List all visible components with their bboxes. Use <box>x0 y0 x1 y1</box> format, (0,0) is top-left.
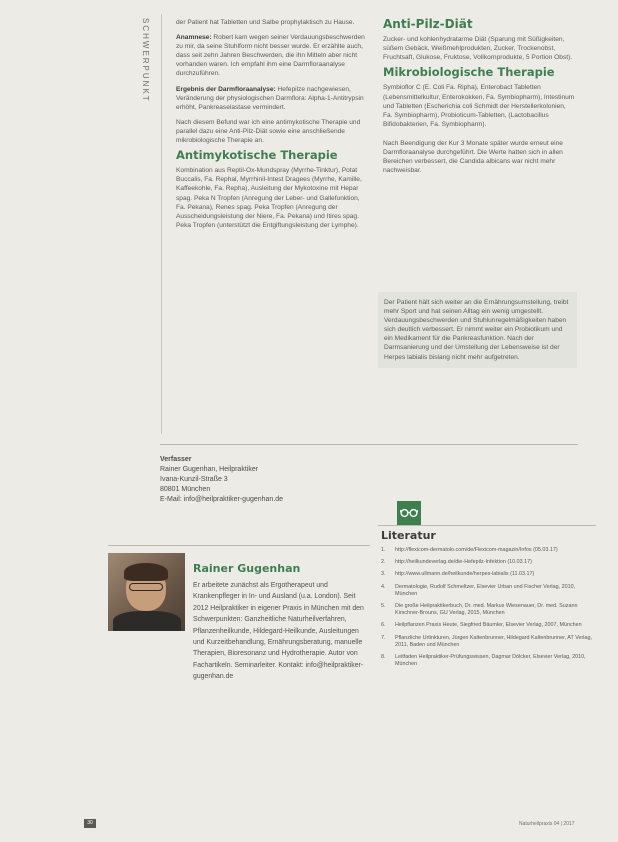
anamnese-text: Robert kam wegen seiner Verdauungsbeschwerden zu mir, da seine Stuhlform nicht besser wurde. Er erzählte auch, dass seit zehn Jahren Beschwerden, die ihn Mitteln aber nicht vorhanden waren. Ich empfahl ihm eine Darmfloraanalyse durchzuführen. <box>176 34 365 78</box>
author-name: Rainer Gugenhan, Heilpraktiker <box>160 466 259 473</box>
right-column <box>383 18 577 181</box>
literature-item-text: Dermatologie, Rudolf Schmeltzer, Elsevier Urban und Fischer Verlag, 2010, München <box>395 583 576 597</box>
literature-item-text: Heilpflanzen Praxis Heute, Siegfried Bäumler, Elsevier Verlag, 2007, München <box>395 622 582 629</box>
paragraph: Kombination aus Reptil-Ox-Mundspray (Myrrhe-Tinktur), Potat Buccalis, Fa. Rephal, Myrrhinil-Intest Dragees (Myrrhe, Kamille, Kaffeekohle, Fa. Repha), Ausleitung der Mykotoxine mit Hepar spag. Peka N Tropfen (Anregung der Leber- und Gallefunktion, Fa. Pekana), Renes spag. Peka Tropfen (Anregung der Ausscheidungsleistung der Niere, Fa. Pekana) und Itires spag. Peka Tropfen (unterstützt die Entgiftungsleistung der Lymphe). <box>176 167 362 229</box>
literature-item <box>381 622 597 629</box>
page-number: 30 <box>84 819 96 828</box>
paragraph: der Patient hat Tabletten und Salbe prophylaktisch zu Hause. <box>176 19 355 26</box>
profile-name: Rainer Gugenhan <box>193 562 301 575</box>
literature-list <box>381 547 597 673</box>
literature-item-text: http://heilkundeverlag.de/die-Hefepilz-Infektion (10.03.17) <box>395 559 532 566</box>
literature-item <box>381 635 597 649</box>
literature-item-text: Leitfaden Heilpraktiker-Prüfungswissen, Dagmar Dölcker, Elsevier Verlag, 2010, München <box>395 654 586 668</box>
literature-item-number: 7. <box>381 634 386 641</box>
paragraph: Nach diesem Befund war ich eine antimykotische Therapie und parallel dazu eine Anti-Pilz-Diät sowie eine anschließende mikrobiologische Therapie an. <box>176 118 361 145</box>
paragraph: Nach Beendigung der Kur 3 Monate später wurde erneut eine Darmfloraanalyse durchgeführt. Die Werte hatten sich in allen Bereichen verbessert, die Candida albicans war nicht mehr nachweisbar. <box>383 139 563 175</box>
literature-item-number: 5. <box>381 603 386 610</box>
anamnese-paragraph <box>176 33 368 78</box>
literature-item <box>381 547 597 554</box>
journal-footer: Naturheilpraxis 04 | 2017 <box>519 821 575 827</box>
summary-box <box>378 292 577 368</box>
literature-item-number: 2. <box>381 559 386 566</box>
profile-text: Er arbeitete zunächst als Ergotherapeut und Krankenpfleger in In- und Ausland (u.a. London). Seit 2012 Heilpraktiker in eigener Praxis in München mit den Schwerpunkten: Ganzheitliche Naturheilverfahren, Pflanzenheilkunde, Hildegard-Heilkunde, Ausleitungen und Kurzeitbehandlung, Ernährungsberatung, manuelle Therapien, Bioresonanz und Hydrotherapie. Autor von Fachartikeln. Seminarleiter. Kontakt: info@heilpraktiker-gugenhan.de <box>193 582 364 681</box>
anamnese-label: Anamnese: <box>176 34 212 42</box>
literature-item-number: 8. <box>381 654 386 661</box>
author-email: E-Mail: info@heilpraktiker-gugenhan.de <box>160 496 284 503</box>
ergebnis-text: Hefepilze nachgewiesen, Veränderung der physiologischen Darmflora: Alpha-1-Antitrypsin erhöht, Pankreaselastase vermindert. <box>176 85 364 111</box>
heading-mikrobiologische-therapie: Mikrobiologische Therapie <box>383 65 555 80</box>
author-photo <box>108 553 185 631</box>
divider <box>160 444 578 445</box>
section-label: SCHWERPUNKT <box>141 18 150 103</box>
paragraph: Symbioflor C (E. Coli Fa. Ripha), Enterobact Tabletten (Lebensmittelkultur, Enterokokken, Fa. Symbiopharm), Intestinum und Tabletten (Escherichia coli Schmidt der Herstellerkolonien, Fa. Symbiopharm), Probioticum-Tabletten, (Lactobacillus Bifidobakterien, Fa. Symbiopharm). <box>383 84 575 128</box>
ergebnis-paragraph <box>176 85 368 112</box>
literature-item-text: Die große Heilpraktikerbuch, Dr. med. Markus Wiesenauer, Dr. med. Suzann Kirschner-Brouns, GU Verlag, 2015, München <box>395 603 578 617</box>
literature-item-number: 1. <box>381 547 386 553</box>
literature-title: Literatur <box>381 529 436 542</box>
literature-item <box>381 571 597 578</box>
author-street: Ivana-Kunzil-Straße 3 <box>160 476 228 483</box>
literature-item-number: 6. <box>381 622 386 629</box>
literature-item <box>381 654 597 668</box>
literature-item <box>381 559 597 566</box>
literature-item-number: 3. <box>381 571 386 578</box>
heading-antimykotische-therapie: Antimykotische Therapie <box>176 148 338 163</box>
author-info <box>160 455 370 505</box>
divider <box>108 545 370 546</box>
left-margin-rule <box>161 14 162 434</box>
ergebnis-label: Ergebnis der Darmfloraanalyse: <box>176 85 276 93</box>
literature-item-number: 4. <box>381 583 386 590</box>
left-column <box>176 18 368 236</box>
literature-item <box>381 584 597 598</box>
author-city: 80801 München <box>160 486 211 493</box>
literature-item-text: http://www.ullmann.de/heilkunde/herpes-labialis (11.03.17) <box>395 571 535 578</box>
glasses-icon <box>397 501 421 525</box>
divider <box>378 525 596 526</box>
literature-item-text: Pflanzliche Urtinkturen, Jürgen Kaltenbrunner, Hildegard Kaltenbrunner, AT Verlag, 2011, Baden und München <box>395 634 592 648</box>
author-heading: Verfasser <box>160 456 192 463</box>
paragraph: Zucker- und kohlenhydratarme Diät (Sparung mit Süßigkeiten, süßem Gebäck, Weißmehlprodukten, Zucker, Trockenobst, Fruchtsaft, Glukose, Fruktose, Vollkornprodukte, 5 Portion Obst). <box>383 36 573 62</box>
literature-item <box>381 603 597 617</box>
summary-text: Der Patient hält sich weiter an die Ernährungsumstellung, treibt mehr Sport und hat seinen Alltag ein wenig umgestellt. Verdauungsbeschwerden und Stuhlunregelmäßigkeiten haben sich deutlich verbessert. Er nimmt weiter ein Probiotikum und ein Medikament für die Pankreasfunktion. Nach der Darmsanierung und der Umstellung der Lebensweise ist der Herpes labialis bislang nicht mehr aufgetreten. <box>384 299 569 361</box>
heading-anti-pilz-diaet: Anti-Pilz-Diät <box>383 17 473 31</box>
literature-item-text: http://flexicom-dermatolo.com/de/Flexicom-magazin/Infos (05.03.17) <box>395 547 558 553</box>
